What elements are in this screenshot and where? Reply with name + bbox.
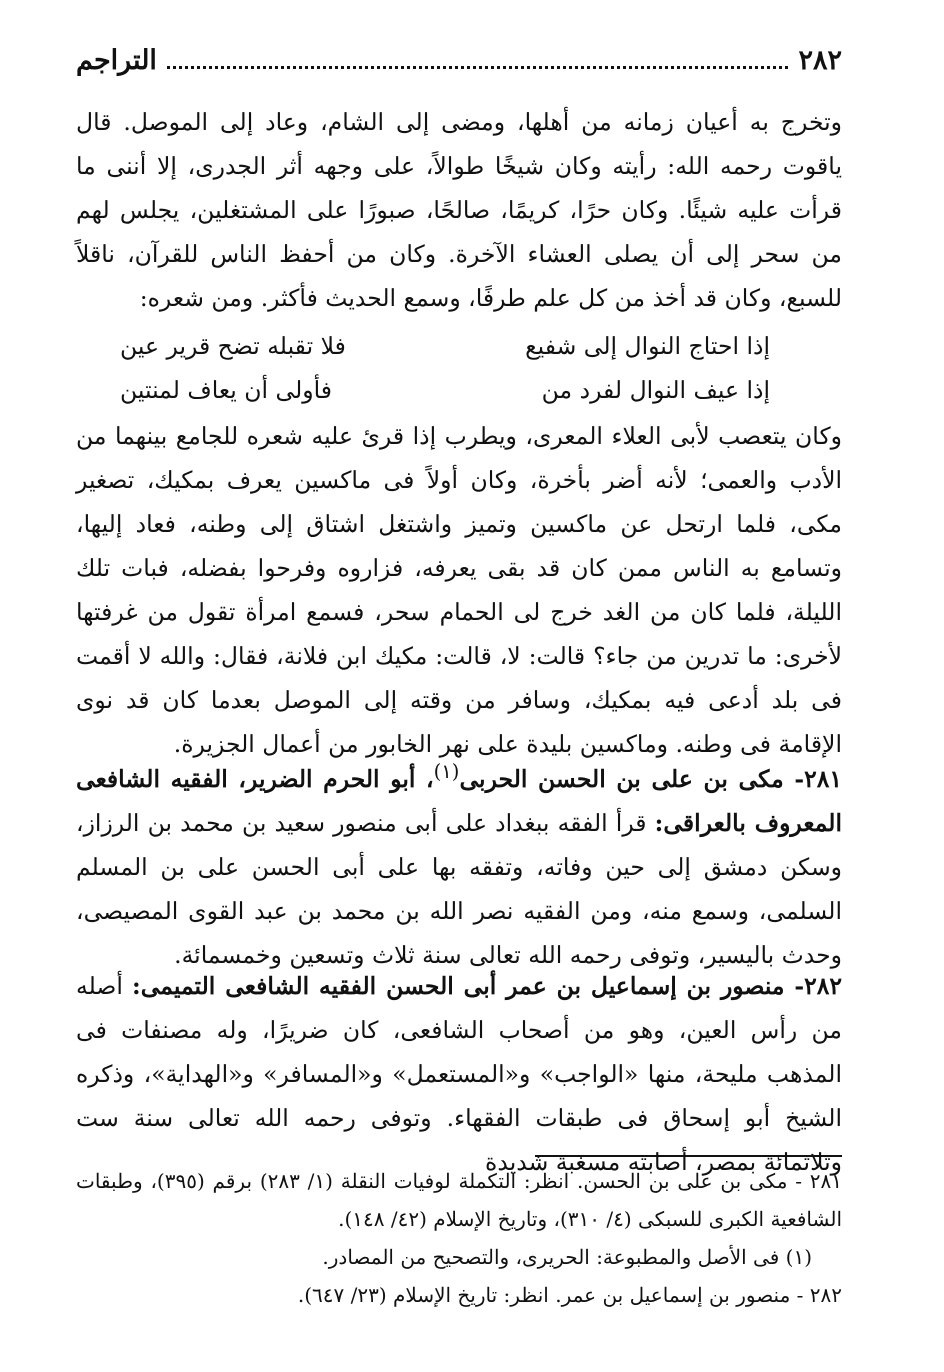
footnotes (76, 1162, 842, 1314)
entry-text: قرأ الفقه ببغداد على أبى منصور سعيد بن محمد بن الرزاز، وسكن دمشق إلى حين وفاته، وتفقه بها على أبى الحسن على بن المسلم السلمى، وسمع منه، ومن الفقيه نصر الله بن محمد بن عبد القوى المصيصى، وحدث باليسير، وتوفى رحمه الله تعالى سنة ثلاث وتسعين وخمسمائة. (76, 808, 842, 969)
paragraph-yaqut-quote (76, 100, 842, 320)
poem-verses (120, 324, 770, 412)
verse-first-hemistich: إذا عيف النوال لفرد من (541, 376, 770, 404)
entry-heading: ٢٨٢- منصور بن إسماعيل بن عمر أبى الحسن الفقيه الشافعى التميمى: (132, 972, 842, 1000)
entry-heading-continued: ، أبو الحرم الضرير، الفقيه الشافعى المعروف بالعراقى: (76, 764, 842, 837)
footnote-282: ٢٨٢ - منصور بن إسماعيل بن عمر. انظر: تاريخ الإسلام (٢٣/ ٦٤٧). (297, 1283, 842, 1307)
paragraph-text: وكان يتعصب لأبى العلاء المعرى، ويطرب إذا قرئ عليه شعره للجامع بينهما من الأدب والعمى؛ لأنه أضر بأخرة، وكان أولاً فى ماكسين يعرف بمكيك، تصغير مكى، فلما ارتحل عن ماكسين وتميز واشتغل اشتاق إلى وطنه، فعاد إليها، وتسامع به الناس ممن كان قد بقى يعرفه، فزاروه وفرحوا بفضله، فبات تلك الليلة، فلما كان من الغد خرج لى الحمام سحر، فسمع امرأة تقول من غرفتها لأخرى: ما تدرين من جاء؟ قالت: لا، قالت: مكيك ابن فلانة، فقال: والله لا أقمت فى بلد أدعى فيه بمكيك، وسافر من وقته إلى الموصل بعدما كان قد نوى الإقامة فى وطنه. وماكسين بليدة على نهر الخابور من أعمال الجزيرة. (76, 422, 842, 758)
verse-second-hemistich: فلا تقبله تضح قرير عين (120, 332, 346, 360)
verse-line (120, 368, 770, 412)
footnote-1: (١) فى الأصل والمطبوعة: الحريرى، والتصحيح من المصادر. (322, 1245, 812, 1269)
entry-text: أصله من رأس العين، وهو من أصحاب الشافعى، كان ضريرًا، وله مصنفات فى المذهب مليحة، منها «الواجب» و«المستعمل» و«المسافر» و«الهداية»، وذكره الشيخ أبو إسحاق فى طبقات الفقهاء. وتوفى رحمه الله تعالى سنة ست وثلاثمائة بمصر، أصابته مسغبة شديدة (76, 972, 842, 1176)
entry-heading: ٢٨١- مكى بن على بن الحسن الحربى (459, 764, 842, 793)
entry-paragraph (76, 750, 842, 977)
paragraph-text: وتخرج به أعيان زمانه من أهلها، ومضى إلى الشام، وعاد إلى الموصل. قال ياقوت رحمه الله: رأيته وكان شيخًا طوالاً، على وجهه أثر الجدرى، إلا أننى ما قرأت عليه شيئًا. وكان حرًا، كريمًا، صالحًا، صبورًا على المشتغلين، يجلس لهم من سحر إلى أن يصلى العشاء الآخرة. وكان من أحفظ الناس للقرآن، ناقلاً للسبع، وكان قد أخذ من كل علم طرفًا، وسمع الحديث فأكثر. ومن شعره: (76, 108, 842, 312)
page-number: ٢٨٢ (798, 44, 842, 76)
footnote-separator (535, 1155, 842, 1157)
verse-line (120, 324, 770, 368)
paragraph-abu-alaa (76, 414, 842, 766)
page-header (76, 36, 842, 84)
entry-paragraph (76, 964, 842, 1184)
entry-281 (76, 750, 842, 977)
entry-282 (76, 964, 842, 1184)
footnote-reference[interactable]: (١) (433, 760, 460, 783)
verse-first-hemistich: إذا احتاج النوال إلى شفيع (525, 332, 770, 360)
verse-second-hemistich: فأولى أن يعاف لمنتين (120, 376, 332, 404)
running-title: التراجم (76, 44, 157, 76)
footnote-281: ٢٨١ - مكى بن على بن الحسن. انظر: التكملة لوفيات النقلة (١/ ٢٨٣) برقم (٣٩٥)، وطبقات الشافعية الكبرى للسبكى (٤/ ٣١٠)، وتاريخ الإسلام (٤٢/ ١٤٨). (76, 1169, 843, 1231)
header-dotted-leader (167, 52, 789, 69)
